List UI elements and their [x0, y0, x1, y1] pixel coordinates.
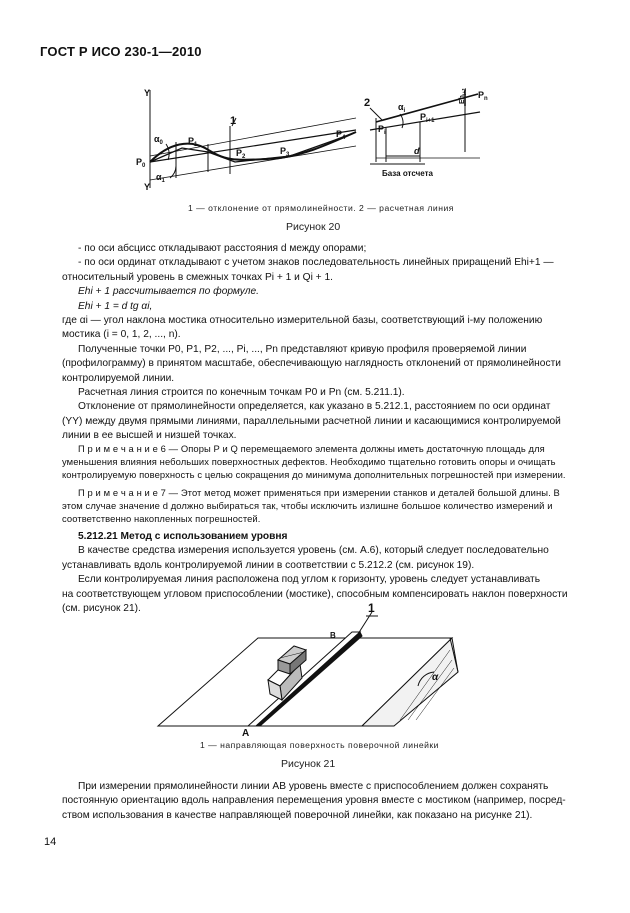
note-line: соответственно накопленных погрешностей. — [62, 513, 261, 525]
paragraph-line: устанавливать вдоль контролируемой линии в соответствии с 5.212.2 (см. рисунок 19). — [62, 559, 475, 571]
p2-label: $P_2$ — [236, 148, 246, 160]
note-7 — [62, 486, 582, 526]
marker-2: 2 — [364, 97, 371, 109]
alpha-label: α — [432, 672, 439, 683]
paragraph-line: Если контролируемая линия расположена под углом к горизонту, уровень следует устанавливать — [78, 574, 541, 586]
paragraph-line: (YY) между двумя прямыми линиями, параллельными расчетной линии и касающимися контролируемой — [62, 415, 561, 427]
eh-label: $Eh_{i+1}$ — [459, 87, 468, 104]
note-line: контролируемую поверхность с целью сокращения до минимума дополнительных погрешностей при измерении. — [62, 469, 566, 481]
formula: Ehi + 1 = d tg αi, — [78, 300, 153, 312]
figure-20-caption: Рисунок 20 — [286, 221, 341, 233]
point-a-label: A — [242, 728, 250, 738]
paragraph-line: - по оси абсцисс откладывают расстояния d между опорами; — [78, 243, 367, 254]
paragraph-line: на соответствующем угловом приспособлении (мостике), способным компенсировать наклон поверхности — [62, 588, 568, 600]
paragraph-line: - по оси ординат откладывают с учетом знаков последовательность линейных приращений Ehi+1 — — [78, 257, 554, 269]
alpha1-label: $\alpha_1$ — [156, 172, 165, 184]
paragraph-line: мостика (i = 0, 1, 2, ..., n). — [62, 329, 181, 341]
figure-21-diagram — [150, 602, 470, 738]
p3-label: $P_3$ — [280, 146, 290, 158]
marker-1: 1 — [230, 115, 237, 127]
paragraph-line: постоянную ориентацию вдоль направления перемещения уровня вместе с мостиком (например, посред- — [62, 795, 566, 807]
pn-label: $P_n$ — [478, 90, 488, 102]
paragraph-line: (см. рисунок 21). — [62, 603, 141, 615]
page-header: ГОСТ Р ИСО 230-1—2010 — [40, 44, 202, 59]
paragraph-line: где αi — угол наклона мостика относительно измерительной базы, соответствующий i-му положению — [62, 315, 543, 327]
figure-21-caption: Рисунок 21 — [281, 758, 336, 770]
d-label: d — [414, 146, 420, 156]
base-label: База отсчета — [382, 169, 433, 178]
p4-label: $P_4$ — [336, 129, 346, 141]
section-heading: 5.212.21 Метод с использованием уровня — [78, 531, 288, 542]
page-number: 14 — [44, 836, 57, 848]
paragraph-line: В качестве средства измерения используется уровень (см. А.6), который следует последовательно — [78, 545, 549, 557]
alpha0-label: $\alpha_0$ — [154, 134, 163, 146]
pi1-label: $P_{i+1}$ — [420, 112, 435, 124]
note-line: П р и м е ч а н и е 7 — Этот метод может применяться при измерении станков и деталей большой длины. В — [78, 487, 560, 498]
paragraph-line: Отклонение от прямолинейности определяется, как указано в 5.212.1, расстоянием по оси ординат — [78, 401, 551, 413]
pi-label: $P_i$ — [378, 124, 386, 136]
p0-label: $P_0$ — [136, 157, 146, 169]
figure-21-legend: 1 — направляющая поверхность поверочной линейки — [200, 740, 439, 750]
paragraph-line: Полученные точки P0, P1, P2, ..., Pi, ..., Pn представляют кривую профиля проверяемой линии — [78, 343, 527, 355]
paragraph-line: контролируемой линии. — [62, 372, 175, 384]
text-block-1 — [62, 242, 582, 444]
p1-label: $P_1$ — [188, 136, 198, 148]
text-block-3 — [62, 780, 582, 823]
y-axis-bottom-label: Y — [144, 182, 151, 192]
note-line: П р и м е ч а н и е 6 — Опоры P и Q перемещаемого элемента должны иметь достаточную площадь для — [78, 443, 545, 454]
point-b-label: B — [330, 631, 336, 640]
alphai-label: $\alpha_i$ — [398, 102, 406, 114]
paragraph-line: ством использования в качестве направляющей поверочной линейки, как показано на рисунке 21). — [62, 809, 533, 821]
paragraph-line: При измерении прямолинейности линии AB уровень вместе с приспособлением должен сохранять — [78, 781, 549, 792]
paragraph-line: Ehi + 1 рассчитывается по формуле. — [78, 286, 260, 298]
paragraph-line: Расчетная линия строится по конечным точкам P0 и Pn (см. 5.211.1). — [78, 387, 405, 399]
figure-20-legend: 1 — отклонение от прямолинейности. 2 — расчетная линия — [188, 203, 454, 213]
note-line: этом случае значение d должно выбираться так, чтобы исключить излишне большое количество измерений и — [62, 500, 553, 512]
figure-20-diagram — [130, 82, 500, 194]
paragraph-line: относительный уровень в смежных точках Pi + 1 и Qi + 1. — [62, 271, 333, 283]
y-axis-top-label: Y — [144, 88, 151, 98]
paragraph-line: линии в ее высшей и низшей точках. — [62, 430, 237, 442]
note-line: уменьшения влияния небольших поверхностных дефектов. Необходимо тщательно готовить опоры и очищать — [62, 456, 556, 468]
paragraph-line: (профилограмму) в принятом масштабе, обеспечивающую наглядность отклонений от прямолинейности — [62, 358, 561, 370]
marker-1-fig21: 1 — [368, 602, 375, 615]
note-6 — [62, 442, 582, 482]
